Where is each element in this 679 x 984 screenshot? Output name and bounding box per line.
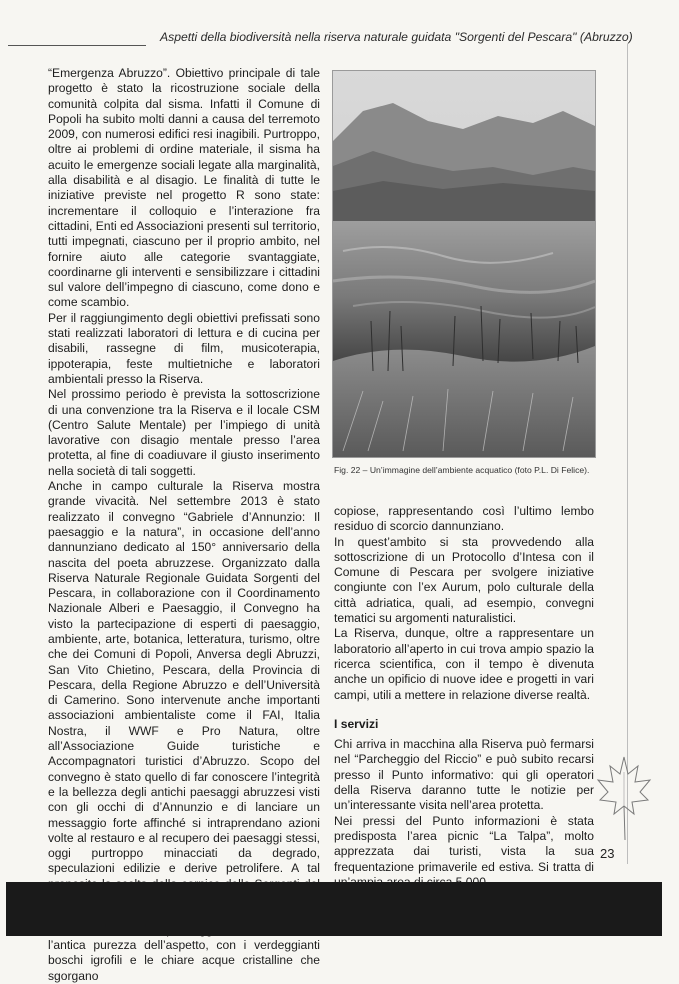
paragraph: Nel prossimo periodo è prevista la sottoscrizione di una convenzione tra la Riserva e il locale CSM (Centro Salute Mentale) per l’impiego di unità lavorative con disagio mentale presso l’area protetta, al fine di coadiuvare il giusto inserimento nella società di tali soggetti. [48,387,320,478]
left-column [48,66,320,984]
page-number: 23 [600,846,615,861]
paragraph: Anche in campo culturale la Riserva mostra grande vivacità. Nel settembre 2013 è stato realizzato il convegno “Gabriele d’Annunzio: Il paesaggio e la natura”, in occasione dell’anno dannunziano dedicato al 150° anniversario della nascita del poeta abruzzese. Organizzato dalla Riserva Naturale Regionale Guidata Sorgenti del Pescara, in collaborazione con il Coordinamento Nazionale Alberi e Paesaggio, il Convegno ha visto la partecipazione di esperti di paesaggio, ambiente, arte, botanica, letteratura, turismo, oltre che dei Comuni di Popoli, Anversa degli Abruzzi, San Vito Chietino, Pescara, della Provincia di Pescara, della Regione Abruzzo e dell’Università di Camerino. Sono intervenute anche importanti associazioni ambientaliste come il FAI, Italia Nostra, il WWF e Pro Natura, oltre all’Associazione Guide turistiche e Accompagnatori turistici d’Abruzzo. Scopo del convegno è stato quello di far conoscere l’integrità e la bellezza degli antichi paesaggi abruzzesi visti con gli occhi di d’Annunzio e di lanciare un messaggio forte affinché si intraprendano azioni volte al restauro e al recupero dei paesaggi stessi, oggi purtroppo minacciati da degrado, speculazioni edilizie e derive petrolifere. A tal l’antica purezza dell’aspetto, con i verdeggianti boschi igrofili e le chiare acque cristalline che sgorgano [48,479,320,983]
maple-leaf-icon [594,752,654,842]
paragraph: “Emergenza Abruzzo”. Obiettivo principale di tale progetto è stato la ricostruzione sociale della comunità colpita dal sisma. Infatti il Comune di Popoli ha subito molti danni a causa del terremoto 2009, con numerosi edifici resi inagibili. Purtroppo, oltre ai problemi di ordine materiale, il sisma ha acuito le emergenze sociali legate alla marginalità, alla disabilità e al disagio. Le finalità di tutte le iniziative previste nel progetto R sono state: incrementare il colloquio e l’interazione fra cittadini, Enti ed Associazioni presenti sul territorio, tutti impegnati, ciascuno per il proprio ambito, nel fornire aiuto alle categorie svantaggiate, coordinarne gli interventi e sensibilizzare i cittadini sul valore dell’impegno di ciascuno, come dono e come scambio. [48,66,320,310]
paragraph: In quest’ambito si sta provvedendo alla sottoscrizione di un Protocollo d’Intesa con il Comune di Pescara per svolgere iniziative congiunte con l’ex Aurum, polo culturale della città adriatica, quali, ad esempio, convegni tematici su argomenti naturalistici. [334,534,594,626]
scan-dark-band [6,882,662,936]
section-heading: I servizi [334,716,379,731]
paragraph: copiose, rappresentando così l’ultimo lembo residuo di scorcio dannunziano. [334,504,594,534]
right-column [334,504,594,890]
lake-with-reeds-and-hills-photo [333,71,595,457]
paragraph: Nei pressi del Punto informazioni è stata predisposta l’area picnic “La Talpa”, molto apprezzata dai turisti, vista la sua frequentazione primaverile ed estiva. Si tratta di [334,813,594,874]
paragraph: La Riserva, dunque, oltre a rappresentare un laboratorio all’aperto in cui trova ampio spazio la ricerca scientifica, con il tempo è divenuta anche un opificio di nuove idee e progetti in vari campi, utili a mettere in relazione diverse realtà. [334,626,594,702]
lake-photo [332,70,596,458]
header-rule [8,45,146,46]
running-head: Aspetti della biodiversità nella riserva naturale guidata "Sorgenti del Pescara" (Abruzzo) [160,30,633,44]
paragraph: Per il raggiungimento degli obiettivi prefissati sono stati realizzati laboratori di lettura e di cucina per disabili, rassegne di film, musicoterapia, ippoterapia, feste multietniche e laboratori ambientali presso la Riserva. [48,310,320,386]
figure-caption: Fig. 22 – Un’immagine dell’ambiente acquatico (foto P.L. Di Felice). [334,465,590,475]
paragraph: Chi arriva in macchina alla Riserva può fermarsi nel “Parcheggio del Riccio” e può subito recarsi presso il Punto informativo: qui gli operatori della Riserva daranno tutte le notizie per un’interessante visita nell’area protetta. [334,737,594,813]
margin-line [627,44,628,864]
